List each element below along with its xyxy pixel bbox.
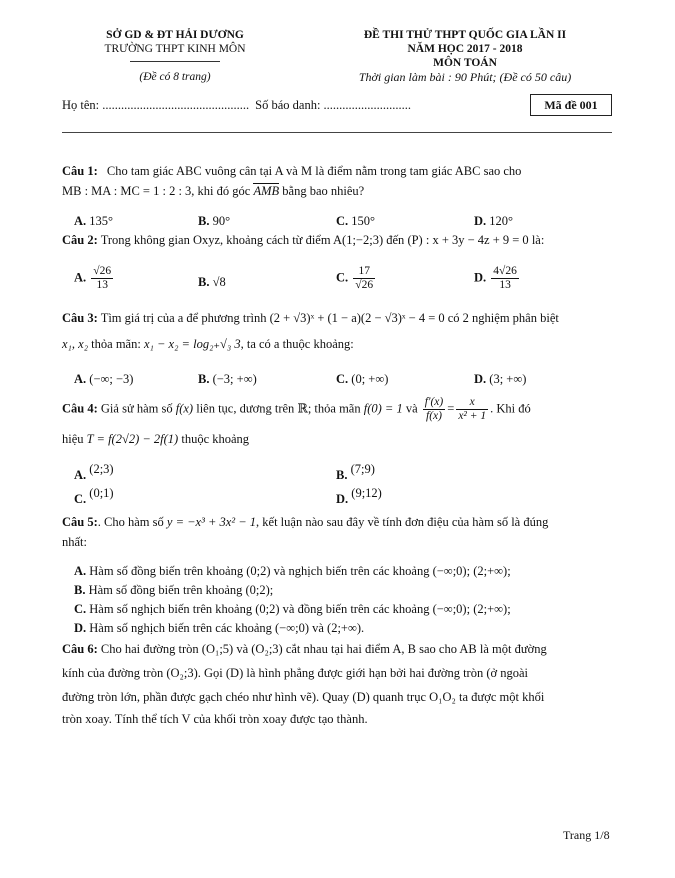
numerator: f′(x) <box>424 396 444 408</box>
numerator: 17 <box>353 265 375 279</box>
student-id-label: Số báo danh: ............................ <box>255 98 412 112</box>
fraction <box>91 265 113 292</box>
question-2-option-b[interactable] <box>198 273 226 292</box>
question-3-cond-end: , ta có a thuộc khoảng: <box>240 337 354 351</box>
question-4-line2-pre: hiệu <box>62 432 84 446</box>
question-2-end: là: <box>531 233 545 247</box>
option-value: Hàm số đồng biến trên khoảng (0;2) và nghịch biến trên các khoảng (−∞;0); (2;+∞); <box>89 564 511 578</box>
question-1-option-c[interactable] <box>336 212 375 231</box>
question-2-option-c[interactable] <box>336 265 377 292</box>
option-value: 120° <box>489 214 514 228</box>
question-5-function: y = −x³ + 3x² − 1 <box>166 515 257 529</box>
question-5-text-2: , kết luận nào sau đây về tính đơn điệu của hàm số là đúng <box>256 515 549 529</box>
question-3-end: có 2 nghiệm phân biệt <box>447 311 559 325</box>
option-value: (−3; +∞) <box>212 372 257 386</box>
question-2-to: đến <box>386 233 405 247</box>
option-letter: C. <box>336 270 349 285</box>
question-5-label: Câu 5: <box>62 515 98 529</box>
student-info-line <box>62 98 411 113</box>
question-5-text-1: . Cho hàm số <box>97 515 164 529</box>
denominator: f(x) <box>426 410 442 422</box>
school-year: NĂM HỌC 2017 - 2018 <box>407 43 523 55</box>
question-1-line-2 <box>62 182 364 201</box>
question-3-equation: (2 + √3)ˣ + (1 − a)(2 − √3)ˣ − 4 = 0 <box>269 311 445 325</box>
question-5-option-d[interactable] <box>74 619 364 638</box>
option-value: (3; +∞) <box>489 372 527 386</box>
numerator: 4√26 <box>493 265 517 277</box>
question-3-line-2 <box>62 335 354 354</box>
option-letter: B. <box>198 372 210 386</box>
denominator: √26 <box>355 279 374 291</box>
question-1-end-text: bằng bao nhiêu? <box>282 184 365 198</box>
question-3-vars: x₁, x₂ <box>62 337 89 351</box>
numerator: √26 <box>93 265 112 277</box>
option-value: (0; +∞) <box>351 372 389 386</box>
school-header <box>80 28 270 84</box>
question-2-option-d[interactable] <box>474 265 521 292</box>
option-value: √8 <box>212 275 226 289</box>
pages-note: (Đề có 8 trang) <box>139 71 211 83</box>
question-4-option-a[interactable] <box>74 462 114 485</box>
question-3-label: Câu 3: <box>62 311 98 325</box>
option-letter: A. <box>74 270 87 285</box>
question-6-label: Câu 6: <box>62 642 98 656</box>
option-value: Hàm số nghịch biến trên khoảng (0;2) và đồng biến trên các khoảng (−∞;0); (2;+∞); <box>89 602 511 616</box>
option-letter: A. <box>74 372 87 386</box>
question-4-option-b[interactable] <box>336 462 375 485</box>
numerator: x <box>456 396 488 410</box>
question-4-text-3: ; thỏa mãn <box>307 401 361 416</box>
option-letter: C. <box>74 602 87 616</box>
option-letter: A. <box>74 564 87 578</box>
real-numbers-symbol: ℝ <box>297 401 308 416</box>
subject: MÔN TOÁN <box>433 57 497 69</box>
option-letter: D. <box>336 492 349 506</box>
question-4-expression: T = f(2√2) − 2f(1) <box>86 432 179 446</box>
question-4-text-5: . Khi đó <box>490 401 531 416</box>
question-1-label: Câu 1: <box>62 164 98 178</box>
option-value: (0;1) <box>89 486 114 500</box>
question-3-condition: x₁ − x₂ = log₂₊√₃ 3 <box>143 337 241 351</box>
question-3-option-b[interactable] <box>198 370 257 389</box>
option-letter: B. <box>198 214 210 228</box>
question-6-line-3: đường tròn lớn, phần được gạch chéo như hình vẽ). Quay (D) quanh trục O₁O₂ ta được một khối <box>62 690 545 704</box>
question-4-text-2: liên tục, dương trên <box>196 401 295 416</box>
question-4-line-1: Câu 4: Giả sử hàm số f(x) liên tục, dương trên ℝ; thỏa mãn f(0) = 1 và $\frac{f'(x)}{f(x)}$ = $\frac{x}{\text{x² + 1}}$ . Khi đó <box>62 396 531 422</box>
rhs-fraction <box>456 396 488 423</box>
exam-code-box: Mã đề 001 <box>530 94 612 116</box>
option-letter: D. <box>474 372 487 386</box>
option-letter: D. <box>474 214 487 228</box>
header-separator <box>62 132 612 133</box>
question-5-option-b[interactable] <box>74 581 273 600</box>
question-3-text: Tìm giá trị của a để phương trình <box>100 311 267 325</box>
question-4-fx: f(x) <box>175 401 194 416</box>
question-1-ratio: MB : MA : MC = 1 : 2 : 3 <box>62 184 192 198</box>
question-2-option-a[interactable] <box>74 265 115 292</box>
question-4-option-d[interactable] <box>336 486 382 509</box>
question-5-line-1 <box>62 513 548 532</box>
option-letter: D. <box>474 270 487 285</box>
derivative-ratio <box>423 396 445 423</box>
question-2-label: Câu 2: <box>62 233 98 247</box>
question-4-label: Câu 4: <box>62 401 98 416</box>
option-value: (9;12) <box>351 486 382 500</box>
question-1-angle: AMB <box>253 184 280 198</box>
option-value: 90° <box>212 214 231 228</box>
question-5-option-a[interactable] <box>74 562 511 581</box>
question-3-option-a[interactable] <box>74 370 133 389</box>
option-value: Hàm số nghịch biến trên các khoảng (−∞;0) và (2;+∞). <box>89 621 365 635</box>
exam-header <box>315 28 615 84</box>
fraction <box>353 265 375 292</box>
question-3-cond-pre: thỏa mãn: <box>91 337 141 351</box>
question-1-option-b[interactable] <box>198 212 230 231</box>
option-value: (7;9) <box>350 462 375 476</box>
question-3-option-c[interactable] <box>336 370 388 389</box>
option-letter: C. <box>336 214 349 228</box>
question-3-option-d[interactable] <box>474 370 526 389</box>
question-2-line-1 <box>62 231 544 250</box>
question-4-condition: f(0) = 1 <box>363 401 403 416</box>
question-1-mid-text: , khi đó góc <box>191 184 251 198</box>
question-5-option-c[interactable] <box>74 600 511 619</box>
question-6-text-1: Cho hai đường tròn (O₁;5) và (O₂;3) cắt nhau tại hai điểm A, B sao cho AB là một đường <box>100 642 547 656</box>
option-letter: A. <box>74 214 87 228</box>
department-name: SỞ GD & ĐT HẢI DƯƠNG <box>106 29 244 41</box>
option-value: Hàm số đồng biến trên khoảng (0;2); <box>88 583 274 597</box>
option-letter: C. <box>336 372 349 386</box>
question-3-line-1 <box>62 309 559 328</box>
question-2-point: A(1;−2;3) <box>333 233 384 247</box>
question-4-text-1: Giả sử hàm số <box>100 401 173 416</box>
question-1-option-d[interactable] <box>474 212 513 231</box>
student-name-label: Họ tên: ............................................... <box>62 98 250 112</box>
option-letter: C. <box>74 492 87 506</box>
question-4-line-2 <box>62 430 249 449</box>
option-value: (−∞; −3) <box>89 372 134 386</box>
denominator: 13 <box>499 279 511 291</box>
question-1-option-a[interactable] <box>74 212 113 231</box>
question-6-line-1 <box>62 640 547 659</box>
option-value: (2;3) <box>89 462 114 476</box>
option-value: 135° <box>89 214 114 228</box>
question-2-text: Trong không gian Oxyz, khoảng cách từ điểm <box>100 233 331 247</box>
question-4-text-4: và <box>405 401 418 416</box>
question-4-option-c[interactable] <box>74 486 114 509</box>
question-6-line-4: tròn xoay. Tính thể tích V của khối tròn xoay được tạo thành. <box>62 712 368 726</box>
time-note: Thời gian làm bài : 90 Phút; (Đề có 50 câu) <box>358 70 572 84</box>
fraction <box>491 265 519 292</box>
question-2-plane: (P) : x + 3y − 4z + 9 = 0 <box>407 233 529 247</box>
option-letter: B. <box>336 468 348 482</box>
denominator: 13 <box>96 279 108 291</box>
option-letter: B. <box>198 275 210 289</box>
option-letter: A. <box>74 468 87 482</box>
exam-title: ĐỀ THI THỬ THPT QUỐC GIA LẦN II <box>363 29 567 41</box>
question-5-line-2: nhất: <box>62 535 87 549</box>
option-letter: B. <box>74 583 86 597</box>
page-number: Trang 1/8 <box>563 828 610 842</box>
option-value: 150° <box>351 214 376 228</box>
header-divider <box>130 61 220 62</box>
question-6-line-2: kính của đường tròn (O₂;3). Gọi (D) là hình phẳng được giới hạn bởi hai đường tròn (ở ngoài <box>62 666 528 680</box>
school-name: TRƯỜNG THPT KINH MÔN <box>104 43 246 55</box>
question-1-text: Cho tam giác ABC vuông cân tại A và M là điểm nằm trong tam giác ABC sao cho <box>106 164 522 178</box>
question-4-line2-end: thuộc khoảng <box>181 432 250 446</box>
denominator: x² + 1 <box>458 410 487 422</box>
option-letter: D. <box>74 621 87 635</box>
question-1-line-1 <box>62 162 521 181</box>
